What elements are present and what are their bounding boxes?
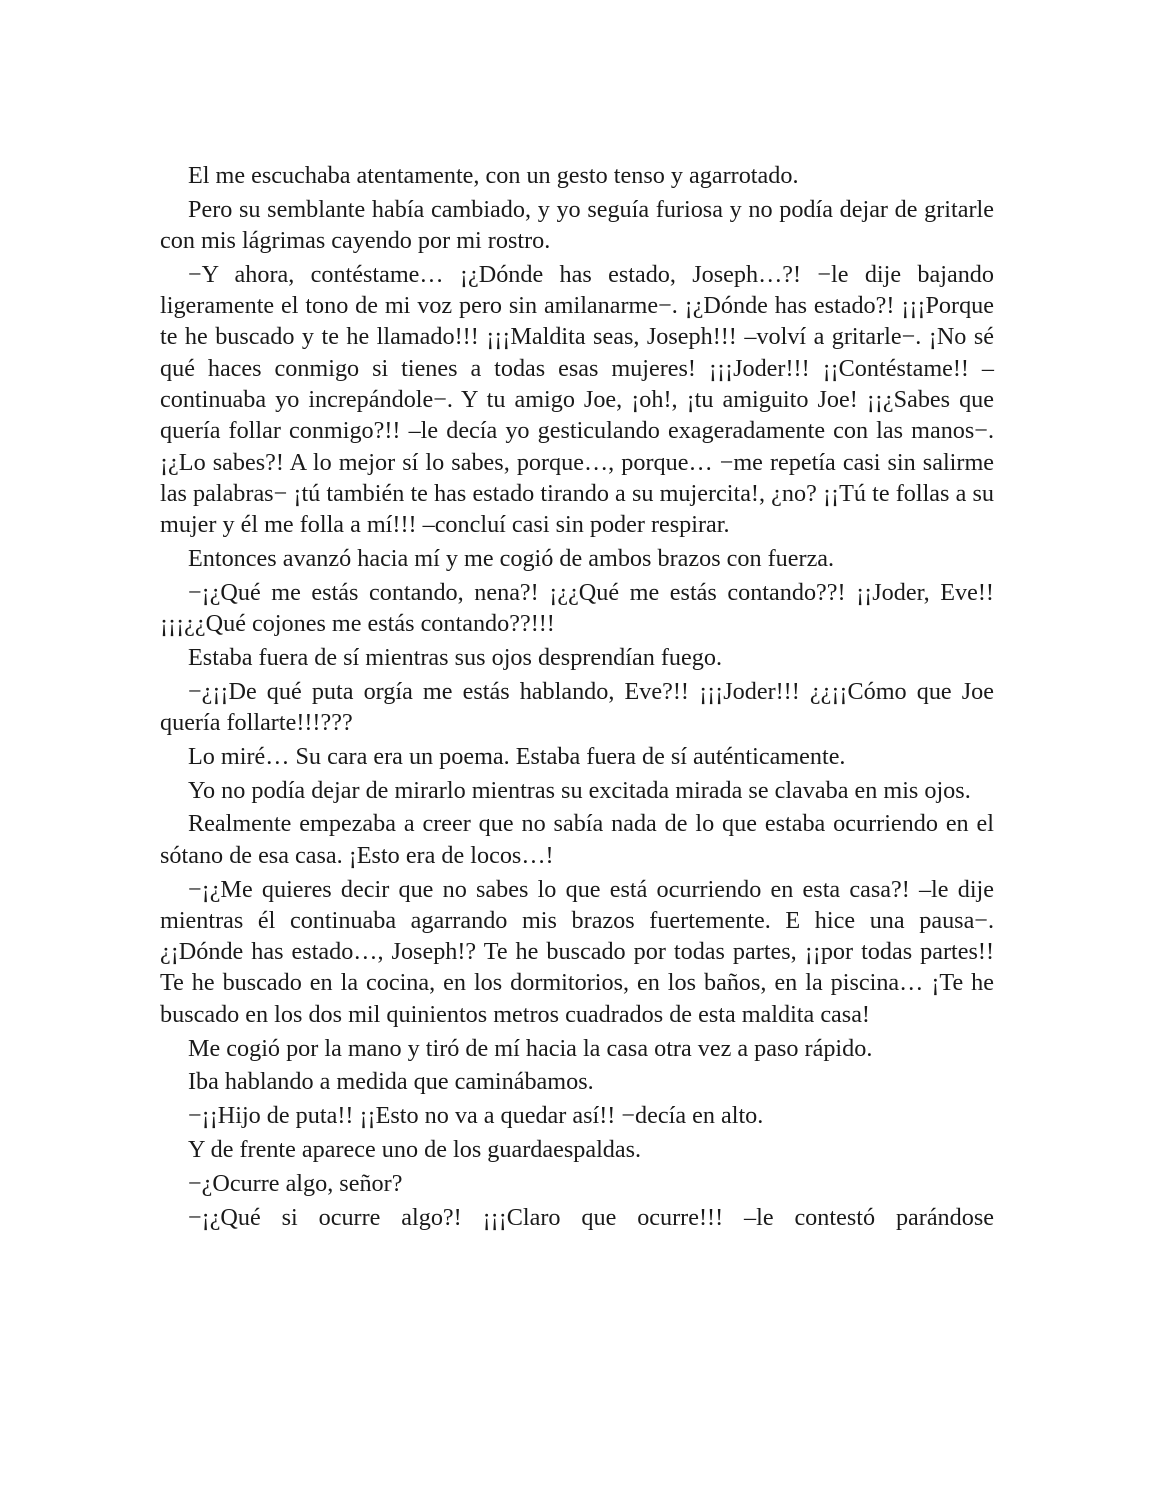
document-page <box>160 160 994 1235</box>
paragraph: Estaba fuera de sí mientras sus ojos desprendían fuego. <box>188 643 722 671</box>
paragraph: Realmente empezaba a creer que no sabía nada de lo que estaba ocurriendo en el sótano de esa casa. ¡Esto era de locos…! <box>160 810 994 869</box>
paragraph: −Y ahora, contéstame… ¡¿Dónde has estado, Joseph…?! −le dije bajando ligeramente el tono de mi voz pero sin amilanarme−. ¡¿Dónde has estado?! ¡¡¡Porque te he buscado y te he llamado!!! ¡¡¡Maldita seas, Joseph!!! –volví a gritarle−. ¡No sé qué haces conmigo si tienes a todas esas mujeres! ¡¡¡Joder!!! ¡¡Contéstame!! –continuaba yo increpándole−. Y tu amigo Joe, ¡oh!, ¡tu amiguito Joe! ¡¡¿Sabes que quería follar conmigo?!! –le decía yo gesticulando exageradamente con las manos−. ¡¿Lo sabes?! A lo mejor sí lo sabes, porque…, porque… −me repetía casi sin salirme las palabras− ¡tú también te has estado tirando a su mujercita!, ¿no? ¡¡Tú te follas a su mujer y él me folla a mí!!! –concluí casi sin poder respirar. <box>160 260 994 539</box>
paragraph: Me cogió por la mano y tiró de mí hacia la casa otra vez a paso rápido. <box>188 1034 873 1062</box>
paragraph: Iba hablando a medida que caminábamos. <box>188 1068 594 1096</box>
paragraph: −¡¡Hijo de puta!! ¡¡Esto no va a quedar así!! −decía en alto. <box>188 1102 764 1130</box>
paragraph: Pero su semblante había cambiado, y yo seguía furiosa y no podía dejar de gritarle con mis lágrimas cayendo por mi rostro. <box>160 195 994 255</box>
paragraph: Yo no podía dejar de mirarlo mientras su excitada mirada se clavaba en mis ojos. <box>188 776 971 804</box>
paragraph: −¡¿Qué si ocurre algo?! ¡¡¡Claro que ocurre!!! –le contestó parándose <box>188 1203 994 1231</box>
paragraph: −¿Ocurre algo, señor? <box>188 1169 403 1197</box>
paragraph: −¡¿Qué me estás contando, nena?! ¡¿¿Qué me estás contando??! ¡¡Joder, Eve!! ¡¡¡¿¿Qué cojones me estás contando??!!! <box>160 578 994 638</box>
paragraph: Y de frente aparece uno de los guardaespaldas. <box>188 1135 642 1163</box>
paragraph: Entonces avanzó hacia mí y me cogió de ambos brazos con fuerza. <box>188 545 835 573</box>
paragraph: −¡¿Me quieres decir que no sabes lo que está ocurriendo en esta casa?! –le dije mientras él continuaba agarrando mis brazos fuertemente. E hice una pausa−. ¿¡Dónde has estado…, Joseph!? Te he buscado por todas partes, ¡¡por todas partes!! Te he buscado en la cocina, en los dormitorios, en los baños, en la piscina… ¡Te he buscado en los dos mil quinientos metros cuadrados de esta maldita casa! <box>160 875 994 1028</box>
paragraph: El me escuchaba atentamente, con un gesto tenso y agarrotado. <box>188 162 799 189</box>
paragraph: −¿¡¡De qué puta orgía me estás hablando, Eve?!! ¡¡¡Joder!!! ¿¿¡¡Cómo que Joe quería follarte!!!??? <box>160 677 994 737</box>
paragraph: Lo miré… Su cara era un poema. Estaba fuera de sí auténticamente. <box>188 742 846 770</box>
